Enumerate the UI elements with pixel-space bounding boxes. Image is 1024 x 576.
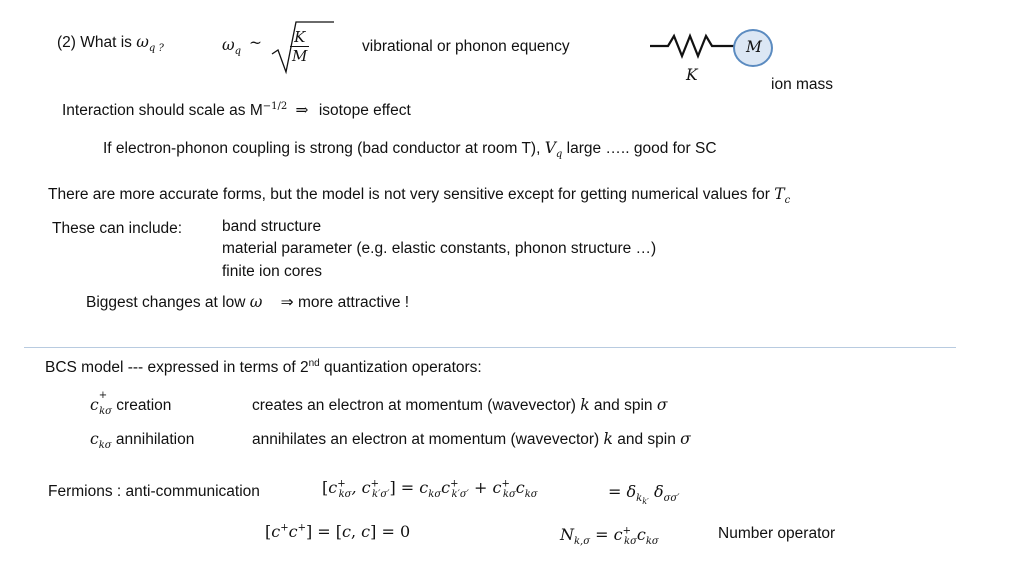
k-symbol: k: [603, 430, 613, 448]
bcs-line: [45, 358, 482, 378]
question-label: (2) What is: [57, 34, 137, 51]
delta-equation: = $\delta_{k_{k'}}$ $\delta_{\sigma\sigma'}$: [608, 482, 680, 507]
coupling-tail: large ….. good for SC: [562, 140, 717, 157]
fermions-label: Fermions : anti-communication: [48, 483, 260, 500]
interaction-exponent: −1/2: [262, 101, 288, 112]
implies-arrow: ⇒: [295, 101, 309, 120]
biggest-line: [86, 293, 409, 313]
vibrational-label: vibrational or phonon equency: [362, 38, 570, 55]
bcs-tail: quantization operators:: [319, 359, 482, 377]
biggest-text: Biggest changes at low: [86, 294, 250, 311]
coupling-line: [103, 139, 717, 161]
sigma-symbol: σ: [680, 430, 691, 448]
vq-symbol: $V_q$: [544, 139, 563, 161]
creation-desc: creates an electron at momentum (wavevector): [252, 397, 581, 414]
accurate-line: [48, 185, 790, 207]
include-label: These can include:: [52, 220, 183, 237]
bcs-text: BCS model --- expressed in terms of 2: [45, 359, 309, 377]
annihilation-desc: annihilates an electron at momentum (wavevector): [252, 431, 604, 448]
annihilation-row: [90, 430, 194, 452]
bcs-sup: nd: [308, 358, 320, 369]
creation-row: [90, 390, 172, 418]
interaction-line: [62, 101, 411, 121]
sigma-symbol: σ: [656, 396, 668, 414]
annihilation-label: annihilation: [115, 431, 195, 448]
k-over-m-fraction: [290, 28, 309, 65]
accurate-text: There are more accurate forms, but the model is not very sensitive except for getting numerical values for: [48, 186, 775, 203]
include-item: band structure: [222, 218, 322, 235]
and-spin: and spin: [589, 397, 657, 414]
ion-mass-label: ion mass: [771, 76, 834, 93]
include-item: finite ion cores: [222, 263, 322, 280]
cc-equation: [c+c+] = [c, c] = 0: [265, 522, 411, 541]
number-operator-label: Number operator: [718, 525, 836, 542]
annihilation-operator: $c_{k\sigma}$: [90, 430, 112, 452]
omega-lhs: $\omega_q$: [222, 36, 242, 58]
number-operator-equation: $N_{k,\sigma} = c^+_{k\sigma}c_{k\sigma}$: [560, 525, 659, 548]
creation-label: creation: [116, 397, 172, 415]
coupling-text: If electron-phonon coupling is strong (bad conductor at room T),: [103, 140, 545, 157]
spring-icon: [650, 32, 740, 62]
frac-denominator: M: [292, 47, 308, 65]
creation-desc-line: [252, 396, 667, 416]
section-divider: [24, 347, 956, 348]
k-symbol: k: [580, 396, 590, 414]
interaction-text: Interaction should scale as M: [62, 102, 263, 120]
and-spin: and spin: [612, 431, 681, 448]
tilde-symbol: ~: [249, 34, 262, 52]
include-item: material parameter (e.g. elastic constants, phonon structure …): [222, 240, 657, 257]
annihilation-desc-line: [252, 430, 691, 450]
omega-symbol: ω: [249, 293, 263, 311]
omega-q-symbol: $\omega_{q ?}$: [136, 33, 164, 55]
tc-symbol: $T_c$: [774, 185, 791, 207]
question-line: [57, 33, 164, 55]
frac-numerator: K: [290, 28, 309, 47]
anticommutator-equation: [$c^+_{k\sigma}$, $c^+_{k'\sigma'}] = c_{k\sigma}c^+_{k'\sigma'} + c^+_{k\sigma}c_{k\sigma}$: [322, 478, 538, 501]
biggest-tail: ⇒ more attractive !: [280, 294, 410, 311]
creation-operator: $c^+_{k\sigma}$: [90, 390, 112, 418]
isotope-text: isotope effect: [318, 102, 411, 120]
spring-constant-symbol: K: [686, 66, 698, 84]
mass-symbol: M: [746, 38, 762, 56]
